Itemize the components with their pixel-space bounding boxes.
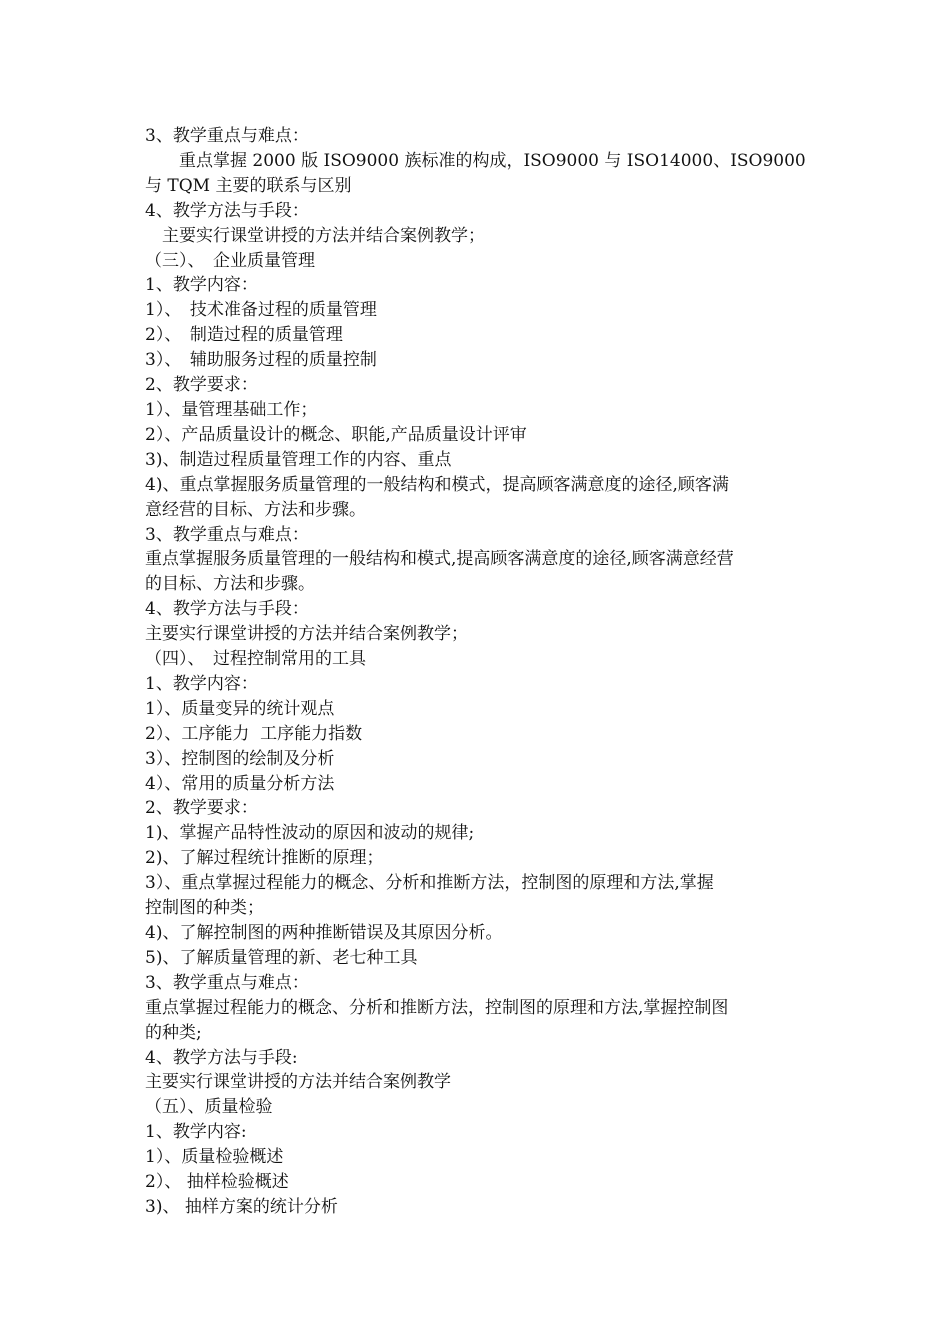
text-line: 2）、 抽样检验概述 [145,1172,289,1193]
text-line: 的目标、方法和步骤。 [145,574,315,595]
text-line: 重点掌握服务质量管理的一般结构和模式,提高顾客满意度的途径,顾客满意经营 [145,549,734,570]
text-line: 4、教学方法与手段: [145,1047,298,1068]
text-line: 2、教学要求： [145,375,258,396]
text-line: 1)、掌握产品特性波动的原因和波动的规律; [145,823,475,844]
text-line: 1）、量管理基础工作； [145,399,318,420]
text-line: 3）、控制图的绘制及分析 [145,748,335,769]
text-line: 2）、产品质量设计的概念、职能,产品质量设计评审 [145,424,527,445]
text-line: 的种类; [145,1022,202,1043]
text-line: 5)、了解质量管理的新、老七种工具 [145,947,418,968]
text-line: 主要实行课堂讲授的方法并结合案例教学 [145,1072,451,1093]
text-line: 主要实行课堂讲授的方法并结合案例教学； [145,624,468,645]
text-line: 1、教学内容： [145,275,258,296]
text-line: 3）、重点掌握过程能力的概念、分析和推断方法，控制图的原理和方法,掌握 [145,873,714,894]
text-line: （四）、 过程控制常用的工具 [145,649,366,670]
text-line: 3、教学重点与难点： [145,126,309,146]
text-line: 主要实行课堂讲授的方法并结合案例教学； [145,225,485,246]
text-line: 4)、重点掌握服务质量管理的一般结构和模式，提高顾客满意度的途径,顾客满 [145,474,729,495]
text-line: 3）、 辅助服务过程的质量控制 [145,350,377,371]
text-line: 1、教学内容: [145,1122,247,1143]
text-line: 1）、质量变异的统计观点 [145,698,335,719]
text-line: 3)、制造过程质量管理工作的内容、重点 [145,449,452,470]
text-line: 重点掌握 2000 版 ISO9000 族标准的构成，ISO9000 与 ISO14000、ISO9000 [145,150,806,171]
text-line: 3、教学重点与难点： [145,524,309,545]
text-line: 2、教学要求： [145,798,258,819]
text-line: 控制图的种类； [145,898,264,919]
text-line: 2）、 制造过程的质量管理 [145,325,343,346]
text-line: 2）、工序能力 工序能力指数 [145,723,363,744]
text-line: 4、教学方法与手段： [145,200,309,221]
text-line: 重点掌握过程能力的概念、分析和推断方法，控制图的原理和方法,掌握控制图 [145,997,729,1018]
text-line: 1）、 技术准备过程的质量管理 [145,300,377,321]
text-line: 4）、常用的质量分析方法 [145,773,335,794]
text-line: 1）、质量检验概述 [145,1147,284,1168]
text-line: （五）、质量检验 [145,1097,273,1118]
text-line: 与 TQM 主要的联系与区别 [145,175,352,196]
text-line: 4、教学方法与手段： [145,599,309,620]
text-line: 3、教学重点与难点： [145,972,309,993]
text-line: 2)、了解过程统计推断的原理； [145,848,384,869]
text-line: 1、教学内容： [145,673,258,694]
text-line: 4)、了解控制图的两种推断错误及其原因分析。 [145,923,503,943]
text-line: （三）、 企业质量管理 [145,250,315,271]
text-line: 3)、 抽样方案的统计分析 [145,1196,338,1217]
document-body [145,124,815,1220]
text-line: 意经营的目标、方法和步骤。 [145,499,366,520]
